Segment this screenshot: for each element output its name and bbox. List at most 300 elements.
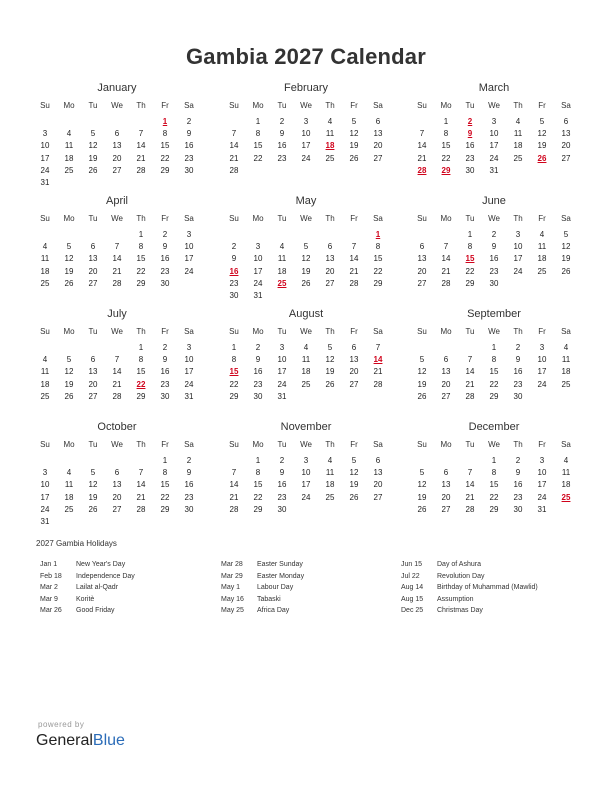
day-cell: 2 [231,242,237,252]
day-cell: 8 [375,242,381,252]
day-cell: 19 [88,492,98,502]
holiday-item [221,560,401,572]
weekday-header: Th [325,440,335,449]
day-cell: 22 [489,379,499,389]
day-cell: 10 [184,355,194,365]
weekday-header: Fr [538,327,546,336]
day-cell: 19 [64,379,74,389]
day-cell: 14 [441,254,451,264]
day-cell: 31 [277,391,287,401]
day-cell: 5 [90,468,96,478]
day-cell: 9 [162,242,168,252]
month-january [32,80,202,192]
day-cell: 5 [303,242,309,252]
day-cell: 30 [465,165,475,175]
day-cell: 20 [349,367,359,377]
day-cell: 1 [491,343,497,352]
day-cell: 25 [40,391,50,401]
day-cell: 28 [136,165,146,175]
day-cell: 14 [136,480,146,490]
weekday-header: Fr [538,101,546,110]
day-cell: 10 [513,242,523,252]
day-cell: 8 [162,129,168,139]
day-cell: 16 [184,480,194,490]
day-cell: 11 [325,129,335,139]
weekday-header: Sa [561,440,571,449]
day-cell: 15 [136,367,146,377]
day-cell: 16 [160,254,170,264]
day-cell: 27 [88,278,98,288]
month-july [32,306,202,418]
day-cell: 13 [349,355,359,365]
weekday-header: Tu [277,214,287,223]
day-cell: 18 [301,367,311,377]
holiday-name: Day of Ashura [437,561,481,568]
day-cell: 2 [515,343,521,352]
day-cell: 28 [465,391,475,401]
day-cell: 14 [112,367,122,377]
day-cell: 1 [491,456,497,465]
holiday-item [221,606,401,618]
holiday-name: Good Friday [76,607,115,614]
weekday-header: We [111,101,123,110]
day-cell: 10 [277,355,287,365]
day-cell: 17 [301,141,311,151]
day-cell: 17 [40,492,50,502]
weekday-header: We [488,327,500,336]
powered-by-text: powered by [38,720,85,729]
day-cell: 11 [537,242,547,252]
day-cell: 22 [489,492,499,502]
day-cell: 24 [253,278,263,288]
day-cell: 27 [112,504,122,514]
day-cell: 13 [373,468,383,478]
weekday-header: Th [513,214,523,223]
day-cell: 9 [255,355,261,365]
day-cell: 6 [419,242,425,252]
weekday-header: Su [40,101,50,110]
day-cell: 24 [537,492,547,502]
day-cell: 3 [303,456,309,465]
day-cell: 7 [138,129,144,139]
day-cell: 6 [90,242,96,252]
weekday-header: Mo [440,327,452,336]
day-cell: 24 [184,379,194,389]
holiday-item [401,595,581,607]
weekday-header: Sa [561,327,571,336]
day-cell: 13 [112,141,122,151]
day-cell: 29 [465,278,475,288]
day-cell: 21 [441,266,451,276]
weekday-header: Tu [88,101,98,110]
day-cell: 4 [42,242,48,252]
day-cell: 10 [301,129,311,139]
holiday-day-cell: 1 [162,117,168,126]
day-cell: 23 [277,153,287,163]
day-cell: 15 [160,141,170,151]
day-cell: 28 [229,165,239,175]
day-cell: 5 [539,117,545,126]
day-cell: 14 [417,141,427,151]
day-cell: 27 [325,278,335,288]
holiday-name: Assumption [437,595,474,603]
day-cell: 30 [489,278,499,288]
month-may [221,193,391,305]
day-cell: 6 [443,355,449,365]
day-cell: 5 [66,355,72,365]
day-cell: 12 [417,480,427,490]
day-cell: 2 [279,117,285,126]
weekday-header: Su [229,327,239,336]
holiday-name: Tabaski [257,595,281,603]
holiday-day-cell: 25 [277,278,287,288]
holiday-day-cell: 9 [467,129,473,139]
day-cell: 21 [136,153,146,163]
day-cell: 9 [279,129,285,139]
weekday-header: Th [513,327,523,336]
day-cell: 8 [255,129,261,139]
day-cell: 25 [561,379,571,389]
month-name: September [467,308,521,320]
day-cell: 6 [114,129,120,139]
day-cell: 18 [64,153,74,163]
day-cell: 29 [160,504,170,514]
holiday-name: Revolution Day [437,572,485,580]
month-november [221,419,391,531]
day-cell: 9 [491,242,497,252]
day-cell: 5 [419,355,425,365]
day-cell: 8 [491,468,497,478]
day-cell: 2 [162,343,168,352]
holiday-date: Feb 18 [40,572,62,580]
holiday-list-col-3 [401,560,581,618]
weekday-header: Fr [350,214,358,223]
holiday-day-cell: 14 [373,355,383,365]
weekday-header: We [300,327,312,336]
day-cell: 20 [441,492,451,502]
weekday-header: Fr [538,214,546,223]
day-cell: 11 [561,468,571,478]
holiday-item [40,572,220,584]
day-cell: 27 [417,278,427,288]
day-cell: 4 [327,117,333,126]
day-cell: 12 [417,367,427,377]
day-cell: 11 [561,355,571,365]
day-cell: 4 [303,343,309,352]
day-cell: 13 [561,129,571,139]
holiday-name: Easter Sunday [257,561,303,568]
weekday-header: We [488,101,500,110]
weekday-header: Mo [63,214,75,223]
day-cell: 12 [537,129,547,139]
weekday-header: Sa [184,214,194,223]
day-cell: 14 [229,141,239,151]
day-cell: 10 [301,468,311,478]
weekday-header: Th [513,440,523,449]
day-cell: 28 [465,504,475,514]
weekday-header: Fr [161,440,169,449]
weekday-header: Su [229,101,239,110]
month-name: January [97,82,137,94]
weekday-header: Su [417,327,427,336]
day-cell: 25 [64,165,74,175]
holiday-date: Aug 15 [401,595,424,603]
day-cell: 11 [64,480,74,490]
day-cell: 1 [443,117,449,126]
day-cell: 2 [491,230,497,239]
weekday-header: Mo [63,101,75,110]
day-cell: 19 [349,141,359,151]
day-cell: 1 [231,343,237,352]
day-cell: 14 [349,254,359,264]
day-cell: 28 [373,379,383,389]
weekday-header: We [300,440,312,449]
holiday-day-cell: 28 [417,165,427,175]
day-cell: 17 [489,141,499,151]
day-cell: 1 [138,343,144,352]
holiday-name: Lailat al-Qadr [76,584,119,591]
day-cell: 24 [40,165,50,175]
day-cell: 1 [162,456,168,465]
day-cell: 30 [277,504,287,514]
day-cell: 25 [513,153,523,163]
day-cell: 22 [160,153,170,163]
day-cell: 4 [66,468,72,478]
day-cell: 31 [184,391,194,401]
day-cell: 23 [253,379,263,389]
day-cell: 3 [255,242,261,252]
day-cell: 27 [349,379,359,389]
day-cell: 20 [373,141,383,151]
day-cell: 25 [537,266,547,276]
day-cell: 29 [136,278,146,288]
holiday-item [221,583,401,595]
day-cell: 12 [88,141,98,151]
weekday-header: Tu [277,327,287,336]
day-cell: 13 [417,254,427,264]
holiday-date: May 25 [221,607,244,614]
day-cell: 29 [373,278,383,288]
day-cell: 26 [349,492,359,502]
day-cell: 24 [537,379,547,389]
day-cell: 7 [351,242,357,252]
weekday-header: We [488,440,500,449]
day-cell: 28 [441,278,451,288]
day-cell: 12 [64,367,74,377]
day-cell: 16 [277,141,287,151]
day-cell: 13 [112,480,122,490]
holiday-date: Jan 1 [40,561,58,568]
day-cell: 18 [537,254,547,264]
day-cell: 18 [513,141,523,151]
day-cell: 10 [537,355,547,365]
weekday-header: Sa [184,327,194,336]
day-cell: 31 [40,178,50,187]
day-cell: 26 [88,165,98,175]
day-cell: 27 [561,153,571,163]
day-cell: 17 [184,254,194,264]
day-cell: 27 [373,492,383,502]
day-cell: 15 [441,141,451,151]
day-cell: 25 [325,153,335,163]
holiday-date: Mar 9 [40,595,58,603]
weekday-header: Th [136,101,146,110]
month-name: October [97,421,137,433]
day-cell: 22 [465,266,475,276]
day-cell: 11 [277,254,287,264]
weekday-header: Tu [277,101,287,110]
holiday-name: Labour Day [257,584,294,591]
day-cell: 28 [136,504,146,514]
day-cell: 2 [279,456,285,465]
day-cell: 22 [136,266,146,276]
day-cell: 14 [465,367,475,377]
month-name: June [482,195,506,207]
weekday-header: We [488,214,500,223]
day-cell: 21 [136,492,146,502]
day-cell: 2 [162,230,168,239]
day-cell: 6 [114,468,120,478]
day-cell: 25 [325,492,335,502]
weekday-header: Th [325,327,335,336]
day-cell: 28 [112,391,122,401]
day-cell: 31 [253,291,263,300]
brand-logo[interactable] [36,732,125,750]
day-cell: 29 [136,391,146,401]
day-cell: 13 [325,254,335,264]
day-cell: 20 [112,492,122,502]
day-cell: 16 [184,141,194,151]
day-cell: 28 [349,278,359,288]
day-cell: 19 [88,153,98,163]
month-name: March [478,82,510,94]
weekday-header: Mo [63,440,75,449]
day-cell: 19 [561,254,571,264]
day-cell: 22 [253,153,263,163]
month-name: April [105,195,128,207]
day-cell: 4 [515,117,521,126]
day-cell: 5 [419,468,425,478]
day-cell: 7 [231,129,237,139]
day-cell: 9 [515,468,521,478]
holiday-date: Jul 22 [401,572,420,580]
day-cell: 2 [255,343,261,352]
day-cell: 30 [253,391,263,401]
day-cell: 30 [184,165,194,175]
day-cell: 30 [513,504,523,514]
weekday-header: Th [136,214,146,223]
day-cell: 18 [40,379,50,389]
day-cell: 23 [489,266,499,276]
weekday-header: Th [513,101,523,110]
day-cell: 29 [489,504,499,514]
day-cell: 29 [160,165,170,175]
month-name: May [295,195,317,207]
month-name: November [280,421,332,433]
day-cell: 12 [88,480,98,490]
weekday-header: Mo [252,327,264,336]
day-cell: 19 [349,480,359,490]
day-cell: 26 [88,504,98,514]
day-cell: 7 [138,468,144,478]
day-cell: 14 [112,254,122,264]
day-cell: 19 [417,379,427,389]
day-cell: 8 [162,468,168,478]
weekday-header: Tu [465,101,475,110]
day-cell: 24 [40,504,50,514]
weekday-header: Fr [161,101,169,110]
day-cell: 31 [489,165,499,175]
day-cell: 4 [279,242,285,252]
day-cell: 11 [325,468,335,478]
day-cell: 23 [513,492,523,502]
holiday-day-cell: 29 [441,165,451,175]
day-cell: 17 [301,480,311,490]
month-june [409,193,579,305]
weekday-header: Tu [465,214,475,223]
day-cell: 20 [112,153,122,163]
day-cell: 5 [327,343,333,352]
holidays-title: 2027 Gambia Holidays [36,539,117,548]
day-cell: 10 [40,480,50,490]
day-cell: 17 [184,367,194,377]
month-october [32,419,202,531]
day-cell: 20 [88,379,98,389]
day-cell: 5 [563,230,569,239]
day-cell: 26 [64,391,74,401]
day-cell: 28 [112,278,122,288]
day-cell: 21 [229,153,239,163]
day-cell: 26 [64,278,74,288]
day-cell: 14 [229,480,239,490]
weekday-header: Mo [440,214,452,223]
weekday-header: Sa [184,101,194,110]
day-cell: 13 [441,480,451,490]
day-cell: 18 [277,266,287,276]
day-cell: 8 [491,355,497,365]
day-cell: 10 [184,242,194,252]
month-september [409,306,579,418]
day-cell: 26 [325,379,335,389]
weekday-header: Fr [350,101,358,110]
day-cell: 15 [160,480,170,490]
day-cell: 7 [419,129,425,139]
holiday-item [401,583,581,595]
day-cell: 12 [349,468,359,478]
holiday-date: Mar 26 [40,607,62,614]
day-cell: 20 [373,480,383,490]
day-cell: 1 [255,456,261,465]
weekday-header: Sa [373,101,383,110]
holiday-date: Mar 2 [40,584,58,591]
weekday-header: Th [325,214,335,223]
day-cell: 22 [160,492,170,502]
weekday-header: Su [40,214,50,223]
month-december [409,419,579,531]
day-cell: 26 [301,278,311,288]
weekday-header: Tu [277,440,287,449]
weekday-header: We [111,440,123,449]
day-cell: 18 [40,266,50,276]
day-cell: 22 [441,153,451,163]
day-cell: 18 [325,480,335,490]
day-cell: 6 [375,456,381,465]
holiday-day-cell: 15 [229,367,239,377]
day-cell: 11 [40,254,50,264]
day-cell: 20 [441,379,451,389]
holiday-item [401,560,581,572]
day-cell: 13 [441,367,451,377]
